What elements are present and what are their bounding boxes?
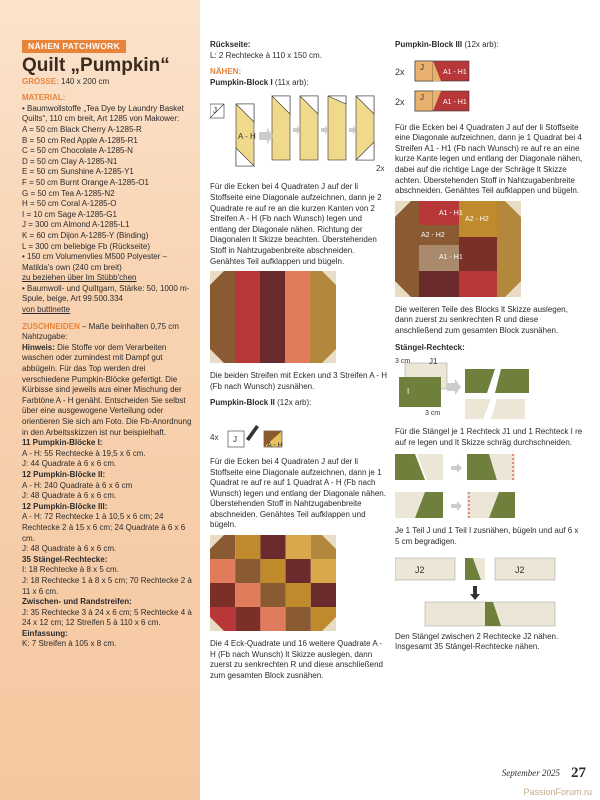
cut-section-heading: Zwischen- und Randstreifen: — [22, 597, 132, 607]
patch-square — [286, 535, 311, 559]
strip-ah — [328, 96, 346, 160]
block1-count: (11x arb): — [272, 77, 309, 87]
rect-i — [399, 377, 441, 407]
cut-intro: – Maße beinhalten 0,75 cm Nahtzugabe: — [22, 321, 179, 342]
material-item: L = 300 cm beliebige Fb (Rückseite) — [22, 241, 150, 251]
label-j1: J1 — [429, 357, 438, 367]
stem-diagram-2-svg — [395, 452, 585, 522]
patch-square — [235, 583, 260, 607]
material-item: A = 50 cm Black Cherry A-1285-R — [22, 124, 142, 134]
material-item: B = 50 cm Red Apple A-1285-R1 — [22, 135, 138, 145]
label-2x: 2x — [395, 66, 405, 77]
cut-section-heading: 35 Stängel-Rechtecke: — [22, 554, 108, 564]
material-item: F = 50 cm Burnt Orange A-1285-O1 — [22, 177, 149, 187]
cut-line: I: 18 Rechtecke à 8 x 5 cm. — [22, 565, 119, 575]
block1-caption: Die beiden Streifen mit Ecken und 3 Streifen A - H (Fb nach Wunsch) zusnähen. — [210, 371, 387, 391]
label-j: J — [420, 92, 424, 102]
label-a1h1: A1 - H1 — [439, 253, 463, 261]
label-2x: 2x — [376, 164, 385, 174]
patch-square — [235, 607, 260, 631]
stem-diagram-3 — [395, 552, 585, 628]
arrow-icon — [451, 501, 462, 511]
label-a2h2: A2 - H2 — [465, 215, 489, 223]
patch-square — [311, 583, 336, 607]
block2-text: Für die Ecken bei 4 Quadraten J auf der li Stoffseite eine Diagonale aufzeichnen, dann je 1 Quadrat re auf re auf 1 Quadrat A - H (Fb nach Wunsch) legen und entlang der Diagonale nähen. Überstehenden Stoff in Nahtzugabenbreite abschneiden. Genähtes Teil aufklappen und bügeln. — [210, 456, 386, 530]
material-item: D = 50 cm Clay A-1285-N1 — [22, 156, 118, 166]
label-i: I — [407, 387, 410, 397]
material-item: G = 50 cm Tea A-1285-N2 — [22, 188, 115, 198]
label-j2: J2 — [515, 564, 525, 575]
strip — [235, 271, 260, 363]
label-j: J — [420, 62, 424, 72]
piece-j — [491, 399, 525, 419]
cut-line: A - H: 240 Quadrate à 6 x 6 cm — [22, 480, 133, 490]
column-right — [395, 40, 585, 653]
arrow-icon — [470, 586, 480, 600]
piece — [459, 237, 497, 271]
square-j — [415, 61, 433, 81]
back-text: L: 2 Rechtecke à 110 x 150 cm. — [210, 50, 322, 60]
block2-quilt-svg — [210, 535, 336, 631]
cut-line: J: 48 Quadrate à 6 x 6 cm. — [22, 491, 117, 501]
block3-image — [395, 201, 585, 301]
block2-diagram — [210, 413, 388, 453]
arrow-icon — [246, 425, 259, 441]
cut-line: J: 44 Quadrate à 6 x 6 cm. — [22, 459, 117, 469]
block2-image — [210, 535, 388, 635]
label-a1h1: A1 - H1 — [439, 209, 463, 217]
strip — [260, 271, 285, 363]
patch-square — [311, 559, 336, 583]
size-value: 140 x 200 cm — [58, 76, 110, 86]
arrow-icon — [447, 379, 461, 395]
strip — [210, 271, 235, 363]
rect-j2 — [395, 558, 455, 580]
patch-square — [235, 535, 260, 559]
cut-list — [22, 438, 194, 650]
piece-i — [495, 369, 529, 393]
piece — [459, 271, 497, 297]
block3-text: Für die Ecken bei 4 Quadraten J auf der li Stoffseite eine Diagonale aufzeichnen, dann je 1 Quadrat bei 4 Streifen A1 - H1 (Fb nach Wunsch) re auf re an eine kurze Kante legen und entlang der Diagonale nähen, dabei auf die richtige Lage der Schräge lt Skizze achten. Überstehenden Stoff in Nahtzugabenbreite abschneiden. Genähtes Teil aufklappen und bügeln. — [395, 122, 583, 196]
cut-section-heading: 12 Pumpkin-Blöcke II: — [22, 469, 106, 479]
watermark: PassionForum.ru — [523, 787, 592, 797]
block3-count: (12x arb): — [462, 40, 499, 49]
piece — [497, 201, 521, 297]
size-label: GRÖSSE: — [22, 76, 59, 86]
patch-square — [210, 559, 235, 583]
section-tag: NÄHEN PATCHWORK — [22, 40, 126, 53]
strip — [310, 271, 336, 363]
block1-heading: Pumpkin-Block I — [210, 77, 273, 87]
cut-line: A - H: 55 Rechtecke à 19,5 x 6 cm. — [22, 448, 146, 458]
block3-diagram-svg — [395, 55, 485, 119]
stem-diagram-2 — [395, 452, 585, 522]
label-ah: A - H — [267, 441, 283, 449]
page-number: 27 — [571, 765, 586, 781]
patch-square — [260, 583, 285, 607]
stem-diagram-3-svg — [395, 552, 585, 628]
label-a1h1: A1 - H1 — [443, 98, 467, 106]
stem-text: Für die Stängel je 1 Rechteck J1 und 1 Rechteck I re auf re legen und lt Skizze schräg durchschneiden. — [395, 427, 583, 447]
label-a1h1: A1 - H1 — [443, 68, 467, 76]
stem-heading: Stängel-Rechteck: — [395, 342, 465, 352]
patch-square — [210, 583, 235, 607]
label-3cm: 3 cm — [395, 358, 411, 366]
patch-square — [286, 583, 311, 607]
hint-label: Hinweis: — [22, 342, 55, 352]
label-j: J — [213, 106, 217, 116]
rect-j2 — [495, 558, 555, 580]
hint-text: Die Stoffe vor dem Verarbeiten waschen oder zumindest mit Dampf gut abbügeln. Für das Top werden drei verschiedene Pumpkin-Blöcke gefertigt. Die Kürbisse sind jeweils aus einer Mischung der Farbtöne A - H genäht. Entscheiden Sie selbst über eine ausgewogene Verteilung oder orientieren Sie sich am Foto. Die Fb-Anordnung in den Arbeitsskizzen ist nur beispielhaft. — [22, 342, 192, 437]
patch-square — [286, 607, 311, 631]
supplier-line-2[interactable]: von buttinette — [22, 305, 71, 315]
stem-diagram-1 — [395, 357, 585, 423]
cut-line: J: 48 Quadrate à 6 x 6 cm. — [22, 544, 117, 554]
block1-text: Für die Ecken bei 4 Quadraten J auf der li Stoffseite eine Diagonale aufzeichnen, dann je 2 Quadrate re auf re an die kurzen Kanten von 2 Streifen A - H (Fb nach Wunsch) legen und entlang der Diagonale nähen. Richtung der Diagonalen lt Skizze beachten. Überstehenden Stoff in Nahtzugabenbreite abschneiden. Genähtes Teil aufklappen und bügeln. — [210, 182, 382, 266]
block3-caption: Die weiteren Teile des Blocks lt Skizze auslegen, dann zuerst zu senkrechten R und diese anschließend zum gesamten Block zusnähen. — [395, 304, 568, 335]
arrow-icon — [321, 125, 328, 135]
piece-j — [465, 399, 491, 419]
material-item: • 150 cm Volumenvlies M500 Polyester – Matilda's own (240 cm breit) — [22, 252, 168, 272]
label-4x: 4x — [210, 432, 219, 442]
label-ah: A - H — [238, 132, 256, 142]
stem-text-2: Je 1 Teil J und 1 Teil I zusnähen, bügeln und auf 6 x 5 cm begradigen. — [395, 526, 579, 546]
patch-square — [286, 559, 311, 583]
cut-section-heading: Einfassung: — [22, 628, 68, 638]
label-j2: J2 — [415, 564, 425, 575]
piece-i — [465, 369, 495, 393]
cut-section-heading: 12 Pumpkin-Blöcke III: — [22, 501, 108, 511]
cut-line: A - H: 72 Rechtecke 1 à 10,5 x 6 cm; 24 Rechtecke 2 à 15 x 6 cm; 24 Quadrate à 6 x 6 cm. — [22, 512, 186, 543]
arrow-icon — [293, 125, 300, 135]
supplier-line-1[interactable]: zu beziehen über Im Stübb'chen — [22, 273, 137, 283]
cut-line: K: 7 Streifen à 105 x 8 cm. — [22, 639, 117, 649]
material-item: H = 50 cm Coral A-1285-O — [22, 199, 117, 209]
patch-square — [260, 607, 285, 631]
material-thread: • Baumwoll- und Quiltgarn, Stärke: 50, 1000 m-Spule, beige, Art 99.500.334 — [22, 283, 190, 304]
material-list — [22, 104, 194, 274]
strip — [285, 271, 310, 363]
label-2x: 2x — [395, 96, 405, 107]
block3-heading: Pumpkin-Block III — [395, 40, 463, 49]
piece — [395, 201, 419, 297]
back-heading: Rückseite: — [210, 40, 251, 49]
material-item: • Baumwollstoffe „Tea Dye by Laundry Basket Quilts“, 110 cm breit, Art 1285 von Makower: — [22, 103, 184, 124]
arrow-icon — [259, 128, 273, 144]
block2-diagram-svg — [210, 413, 310, 453]
cut-line: J: 35 Rechtecke 3 à 24 x 6 cm; 5 Rechtecke 4 à 24 x 12 cm; 12 Streifen 5 à 110 x 6 cm. — [22, 607, 192, 628]
block3-diagram — [395, 55, 585, 119]
column-middle — [210, 40, 388, 681]
patch-square — [235, 559, 260, 583]
footer-date: September 2025 — [501, 768, 560, 778]
material-item: C = 50 cm Chocolate A-1285-N — [22, 146, 133, 156]
label-3cm: 3 cm — [425, 410, 441, 418]
label-j: J — [233, 434, 237, 444]
piece — [419, 271, 459, 297]
material-item: K = 60 cm Dijon A-1285-Y (Binding) — [22, 230, 149, 240]
label-a2h2: A2 - H2 — [421, 231, 445, 239]
cut-section-heading: 11 Pumpkin-Blöcke I: — [22, 438, 103, 448]
block1-quilt-svg — [210, 271, 336, 363]
block1-diagram — [210, 92, 388, 178]
block2-heading: Pumpkin-Block II — [210, 398, 275, 408]
block2-caption: Die 4 Eck-Quadrate und 16 weitere Quadrate A - H (Fb nach Wunsch) lt Skizze auslegen, dann zuerst zu senkrechten R und diese anschließend zum gesamten Block zusnähen. — [210, 639, 383, 680]
cut-line: J: 18 Rechtecke 1 à 8 x 5 cm; 70 Rechtecke 2 à 11 x 6 cm. — [22, 575, 192, 596]
material-heading: MATERIAL: — [22, 93, 66, 103]
arrow-icon — [349, 125, 356, 135]
arrow-icon — [451, 463, 462, 473]
block1-diagram-svg — [210, 92, 388, 178]
sew-heading: NÄHEN: — [210, 67, 242, 77]
stem-caption: Den Stängel zwischen 2 Rechtecke J2 nähen. Insgesamt 35 Stängel-Rechtecke nähen. — [395, 631, 559, 652]
stem-diagram-1-svg — [395, 357, 585, 423]
square-j — [415, 91, 433, 111]
material-item: E = 50 cm Sunshine A-1285-Y1 — [22, 167, 134, 177]
column-left — [22, 40, 194, 650]
patch-square — [260, 535, 285, 559]
block1-image — [210, 271, 388, 367]
block2-count: (12x arb): — [274, 398, 312, 408]
material-item: I = 10 cm Sage A-1285-G1 — [22, 209, 117, 219]
cut-heading: ZUSCHNEIDEN — [22, 321, 80, 331]
patch-square — [260, 559, 285, 583]
material-item: J = 300 cm Almond A-1285-L1 — [22, 220, 130, 230]
page-title: Quilt „Pumpkin“ — [22, 54, 170, 76]
